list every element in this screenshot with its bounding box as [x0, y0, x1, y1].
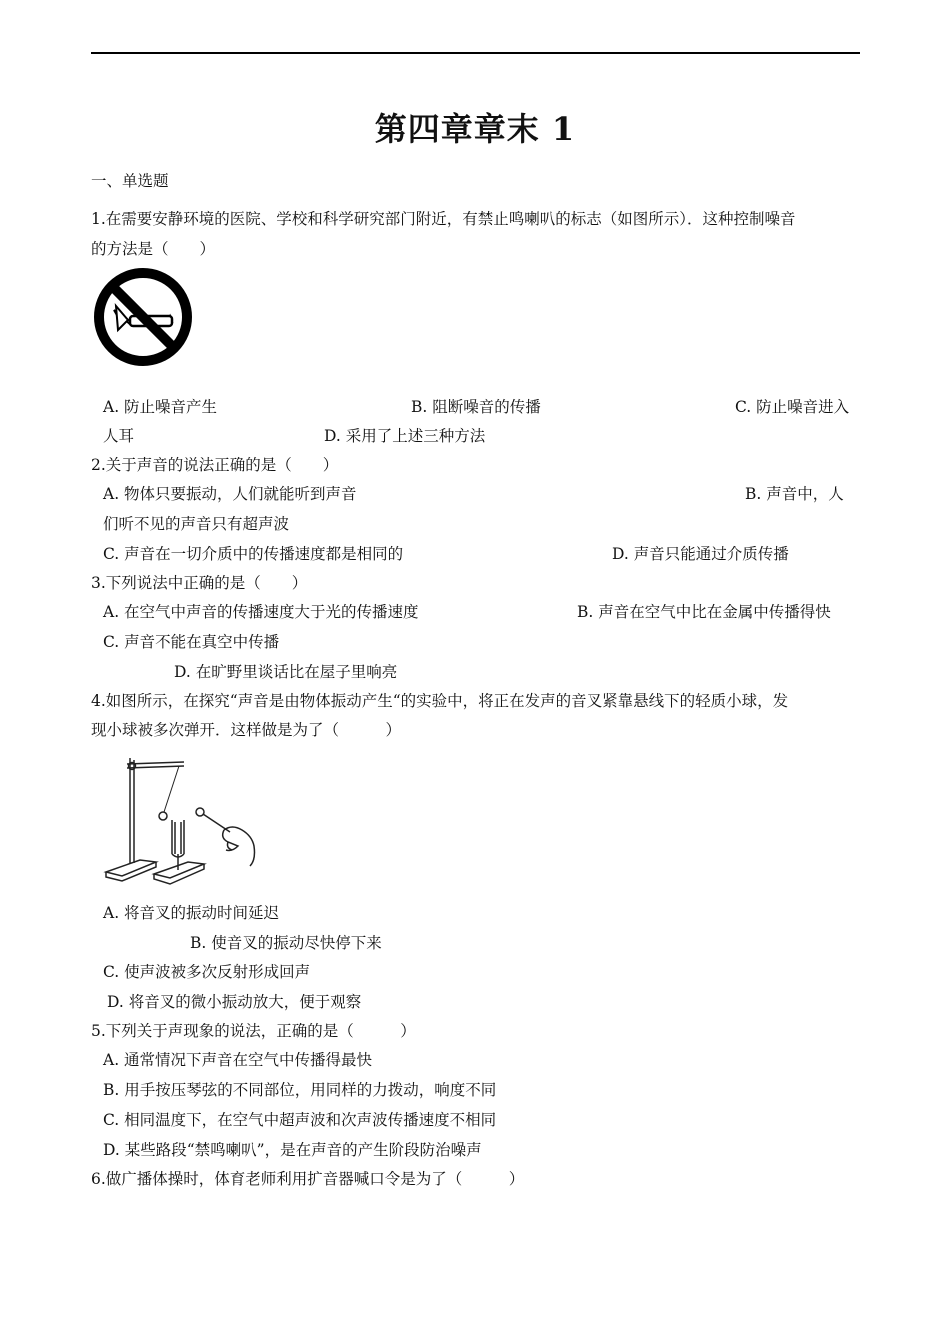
q5-option-d[interactable]: D. 某些路段“禁鸣喇叭”，是在声音的产生阶段防治噪声 — [103, 1141, 482, 1159]
q1-option-c[interactable]: C. 防止噪音进入 — [735, 398, 850, 416]
section-heading: 一、单选题 — [91, 172, 169, 190]
no-horn-sign-icon — [92, 266, 194, 368]
q3-option-d[interactable]: D. 在旷野里谈话比在屋子里响亮 — [174, 663, 398, 681]
q4-option-b[interactable]: B. 使音叉的振动尽快停下来 — [190, 934, 382, 952]
q1-option-a[interactable]: A. 防止噪音产生 — [103, 398, 218, 416]
q2-option-c[interactable]: C. 声音在一切介质中的传播速度都是相同的 — [103, 545, 404, 563]
q1-option-b[interactable]: B. 阻断噪音的传播 — [411, 398, 541, 416]
q2-option-d[interactable]: D. 声音只能通过介质传播 — [612, 545, 789, 563]
q5-option-b[interactable]: B. 用手按压琴弦的不同部位，用同样的力拨动，响度不同 — [103, 1081, 497, 1099]
tuning-fork-experiment-figure — [100, 750, 260, 885]
q2-option-a[interactable]: A. 物体只要振动，人们就能听到声音 — [103, 485, 357, 503]
q3-option-c[interactable]: C. 声音不能在真空中传播 — [103, 633, 280, 651]
page-title: 第四章章末 1 — [374, 110, 576, 148]
q6-stem: 6.做广播体操时，体育老师利用扩音器喊口令是为了（ ） — [91, 1170, 525, 1188]
q3-option-b[interactable]: B. 声音在空气中比在金属中传播得快 — [577, 603, 831, 621]
q4-option-c[interactable]: C. 使声波被多次反射形成回声 — [103, 963, 311, 981]
q4-option-d[interactable]: D. 将音叉的微小振动放大，便于观察 — [107, 993, 362, 1011]
q3-stem: 3.下列说法中正确的是（ ） — [91, 574, 308, 592]
q5-option-a[interactable]: A. 通常情况下声音在空气中传播得最快 — [103, 1051, 373, 1069]
q2-option-b-cont: 们听不见的声音只有超声波 — [103, 515, 290, 533]
header-rule — [91, 52, 860, 54]
q2-option-b[interactable]: B. 声音中，人 — [745, 485, 844, 503]
q1-stem-line1: 1.在需要安静环境的医院、学校和科学研究部门附近，有禁止鸣喇叭的标志（如图所示）．这种控制噪音 — [91, 210, 796, 228]
q4-stem-line2: 现小球被多次弹开．这样做是为了（ ） — [91, 721, 402, 739]
q4-option-a[interactable]: A. 将音叉的振动时间延迟 — [103, 904, 280, 922]
q2-stem: 2.关于声音的说法正确的是（ ） — [91, 456, 339, 474]
q5-option-c[interactable]: C. 相同温度下，在空气中超声波和次声波传播速度不相同 — [103, 1111, 497, 1129]
q1-stem-line2: 的方法是（ ） — [91, 240, 216, 258]
q1-option-c-cont: 人耳 — [103, 427, 135, 445]
q1-option-d[interactable]: D. 采用了上述三种方法 — [324, 427, 486, 445]
q4-stem-line1: 4.如图所示，在探究“声音是由物体振动产生“的实验中，将正在发声的音叉紧靠悬线下的轻质小球，发 — [91, 692, 789, 710]
q5-stem: 5.下列关于声现象的说法，正确的是（ ） — [91, 1022, 416, 1040]
q3-option-a[interactable]: A. 在空气中声音的传播速度大于光的传播速度 — [103, 603, 419, 621]
